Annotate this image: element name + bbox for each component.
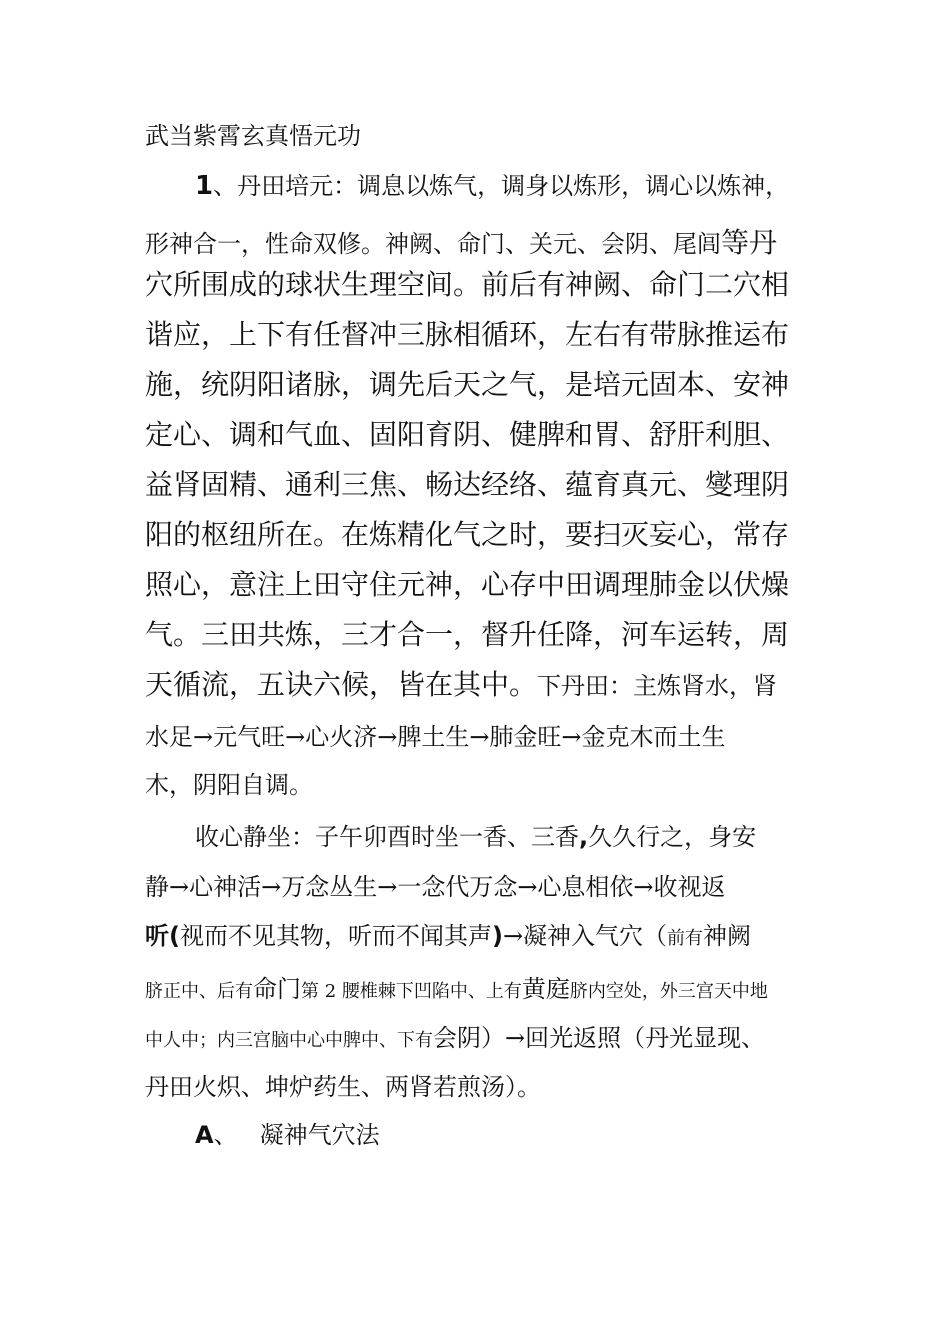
section2-line-1	[195, 817, 815, 852]
paragraph-text: 木，阴阳自调。	[145, 771, 313, 799]
section1-line-12	[145, 717, 815, 752]
section1-line-8	[145, 513, 815, 553]
paragraph-text: 命门	[253, 975, 301, 1003]
paragraph-text: ,	[579, 823, 589, 851]
paragraph-text: )	[491, 922, 503, 950]
paragraph-text: 照心，意注上田守住元神，心存中田调理肺金以伏燥	[145, 568, 790, 601]
paragraph-text: 施，统阴阳诸脉，调先后天之气，是培元固本、安神	[145, 368, 790, 401]
paragraph-text: 静→心神活→万念丛生→一念代万念→心息相依→收视返	[145, 873, 726, 901]
paragraph-text: 形神合一，性命双修。神阙、命门、关元、会阴、尾闾	[145, 230, 721, 258]
section2-line-4	[145, 969, 815, 1004]
paragraph-text: 神阙	[703, 922, 752, 950]
section2-line-6	[145, 1067, 815, 1102]
section2-line-5	[145, 1018, 815, 1053]
document-title	[145, 116, 815, 151]
paragraph-text: 久久行之，身安	[588, 823, 757, 851]
subheading-text: 凝神气穴法	[259, 1121, 380, 1149]
paragraph-text: 第 2 腰椎棘下凹陷中、上有	[301, 981, 522, 1002]
paragraph-text: 会阴）→回光返照（丹光显现、	[433, 1024, 766, 1052]
paragraph-text: 收心静坐：子午卯酉时坐一香、三香	[195, 823, 579, 851]
paragraph-text: 阳的枢纽所在。在炼精化气之时，要扫灭妄心，常存	[145, 518, 790, 551]
section1-line-4	[145, 313, 815, 353]
section1-line-7	[145, 463, 815, 503]
paragraph-text: 丹田火炽、坤炉药生、两肾若煎汤）。	[145, 1073, 541, 1101]
paragraph-text: 益肾固精、通利三焦、畅达经络、蕴育真元、燮理阴	[145, 468, 790, 501]
section1-line-9	[145, 563, 815, 603]
paragraph-text: 下丹田：主炼肾水，肾	[537, 672, 778, 700]
paragraph-text: 气。三田共炼，三才合一，督升任降，河车运转，周	[145, 618, 790, 651]
title-text: 武当紫霄玄真悟元功	[145, 122, 361, 150]
subheading-a	[195, 1115, 815, 1150]
section-number: 1	[195, 171, 214, 201]
section1-line-13	[145, 765, 815, 800]
paragraph-text: 前有	[667, 928, 704, 949]
section2-line-3	[145, 916, 815, 951]
paragraph-text: 脐正中、后有	[145, 981, 253, 1002]
section1-line-6	[145, 413, 815, 453]
paragraph-text: 中人中；内三宫脑中心中脾中、下有	[145, 1030, 433, 1051]
paragraph-text: 脐内空处，外三宫天中地	[569, 981, 768, 1002]
paragraph-text: 定心、调和气血、固阳育阴、健脾和胃、舒肝利胆、	[145, 418, 790, 451]
paragraph-text: 谐应，上下有任督冲三脉相循环，左右有带脉推运布	[145, 318, 790, 351]
subheading-separator: 、	[213, 1121, 238, 1149]
section1-line-1	[195, 166, 815, 201]
subheading-letter: A	[195, 1121, 214, 1149]
paragraph-text: 等丹	[721, 226, 778, 259]
section1-line-11	[145, 663, 815, 703]
paragraph-text: 水足→元气旺→心火济→脾土生→肺金旺→金克木而土生	[145, 723, 726, 751]
section2-line-2	[145, 867, 815, 902]
section1-line-10	[145, 613, 815, 653]
paragraph-text: 黄庭	[521, 975, 570, 1003]
paragraph-text: 听(	[145, 922, 180, 950]
section1-line-3	[145, 263, 815, 303]
section1-line-2	[145, 221, 815, 261]
section1-heading-text: 、丹田培元：调息以炼气，调身以炼形，调心以炼神，	[213, 172, 790, 200]
paragraph-text: 视而不见其物，听而不闻其声	[179, 922, 492, 950]
paragraph-text: 穴所围成的球状生理空间。前后有神阙、命门二穴相	[145, 268, 790, 301]
section1-line-5	[145, 363, 815, 403]
paragraph-text: 天循流，五诀六候，皆在其中。	[145, 668, 538, 701]
paragraph-text: →凝神入气穴（	[502, 922, 668, 950]
